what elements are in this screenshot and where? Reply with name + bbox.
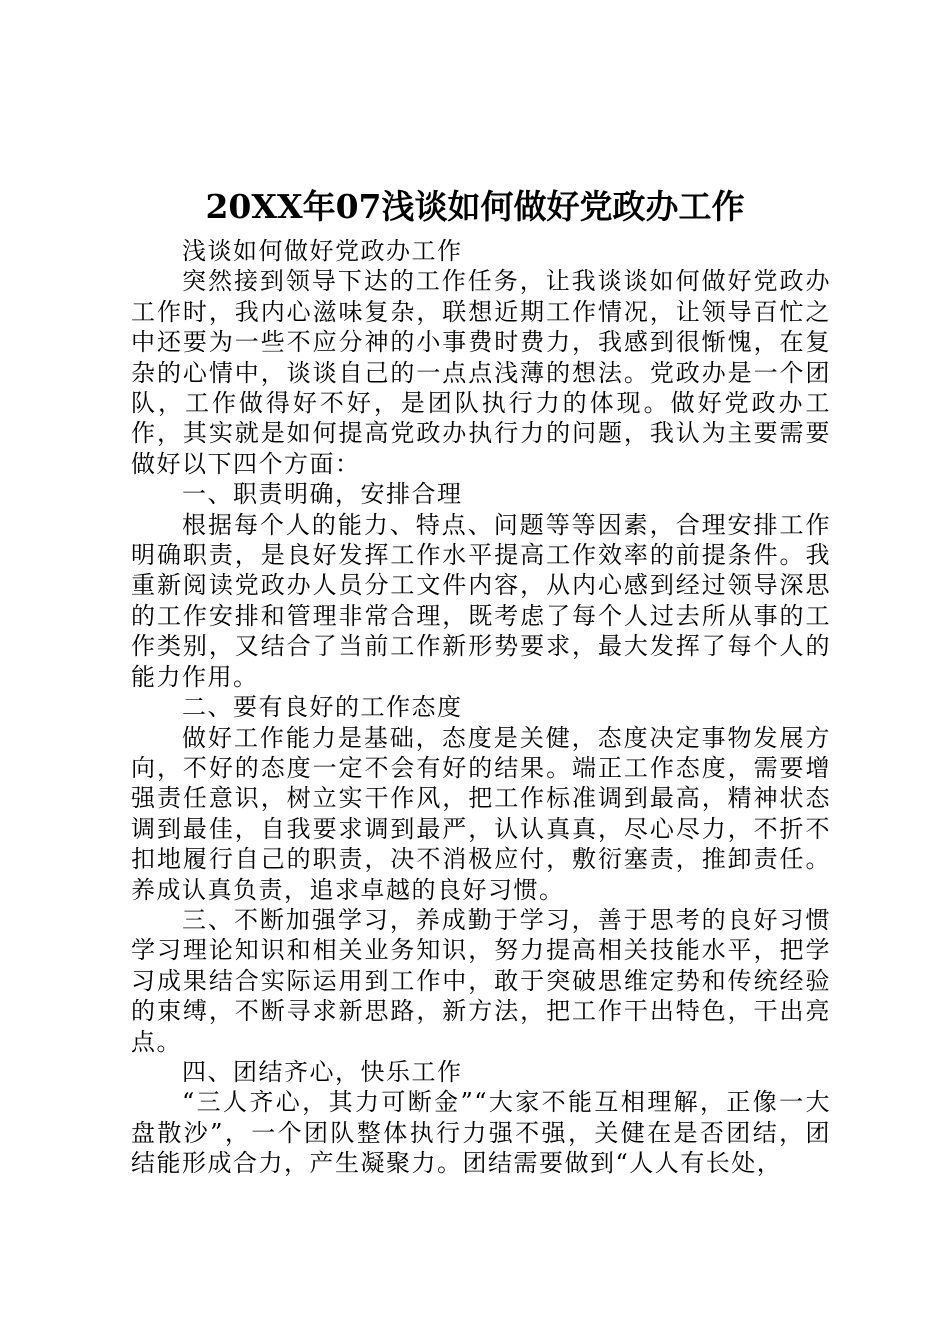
paragraph-section-4: “三人齐心，其力可断金”“大家不能互相理解，正像一大盘散沙”，一个团队整体执行力强不强，关健在是否团结，团结能形成合力，产生凝聚力。团结需要做到“人人有长处， bbox=[131, 1088, 831, 1178]
paragraph-section-2: 做好工作能力是基础，态度是关健，态度决定事物发展方向，不好的态度一定不会有好的结果。端正工作态度，需要增强责任意识，树立实干作风，把工作标准调到最高，精神状态调到最佳，自我要求调到最严，认认真真，尽心尽力，不折不扣地履行自己的职责，决不消极应付，敷衍塞责，推卸责任。养成认真负责，追求卓越的良好习惯。 bbox=[131, 723, 831, 904]
document-body bbox=[131, 236, 831, 1179]
section-heading-4: 四、团结齐心，快乐工作 bbox=[182, 1057, 463, 1086]
paragraph-section-1: 根据每个人的能力、特点、问题等等因素，合理安排工作明确职责，是良好发挥工作水平提高工作效率的前提条件。我重新阅读党政办人员分工文件内容，从内心感到经过领导深思的工作安排和管理非常合理，既考虑了每个人过去所从事的工作类别，又结合了当前工作新形势要求，最大发挥了每个人的能力作用。 bbox=[131, 510, 831, 691]
section-heading-1: 一、职责明确，安排合理 bbox=[182, 480, 463, 509]
paragraph-subtitle: 浅谈如何做好党政办工作 bbox=[182, 237, 463, 265]
section-heading-2: 二、要有良好的工作态度 bbox=[182, 693, 463, 722]
paragraph-intro: 突然接到领导下达的工作任务，让我谈谈如何做好党政办工作时，我内心滋味复杂，联想近期工作情况，让领导百忙之中还要为一些不应分神的小事费时费力，我感到很惭愧，在复杂的心情中，谈谈自己的一点点浅薄的想法。党政办是一个团队，工作做得好不好，是团队执行力的体现。做好党政办工作，其实就是如何提高党政办执行力的问题，我认为主要需要做好以下四个方面： bbox=[131, 267, 831, 478]
document-title: 20XX年07浅谈如何做好党政办工作 bbox=[205, 187, 745, 226]
paragraph-section-3: 三、不断加强学习，养成勤于学习，善于思考的良好习惯学习理论知识和相关业务知识，努力提高相关技能水平，把学习成果结合实际运用到工作中，敢于突破思维定势和传统经验的束缚，不断寻求新思路，新方法，把工作干出特色，干出亮点。 bbox=[131, 905, 831, 1056]
